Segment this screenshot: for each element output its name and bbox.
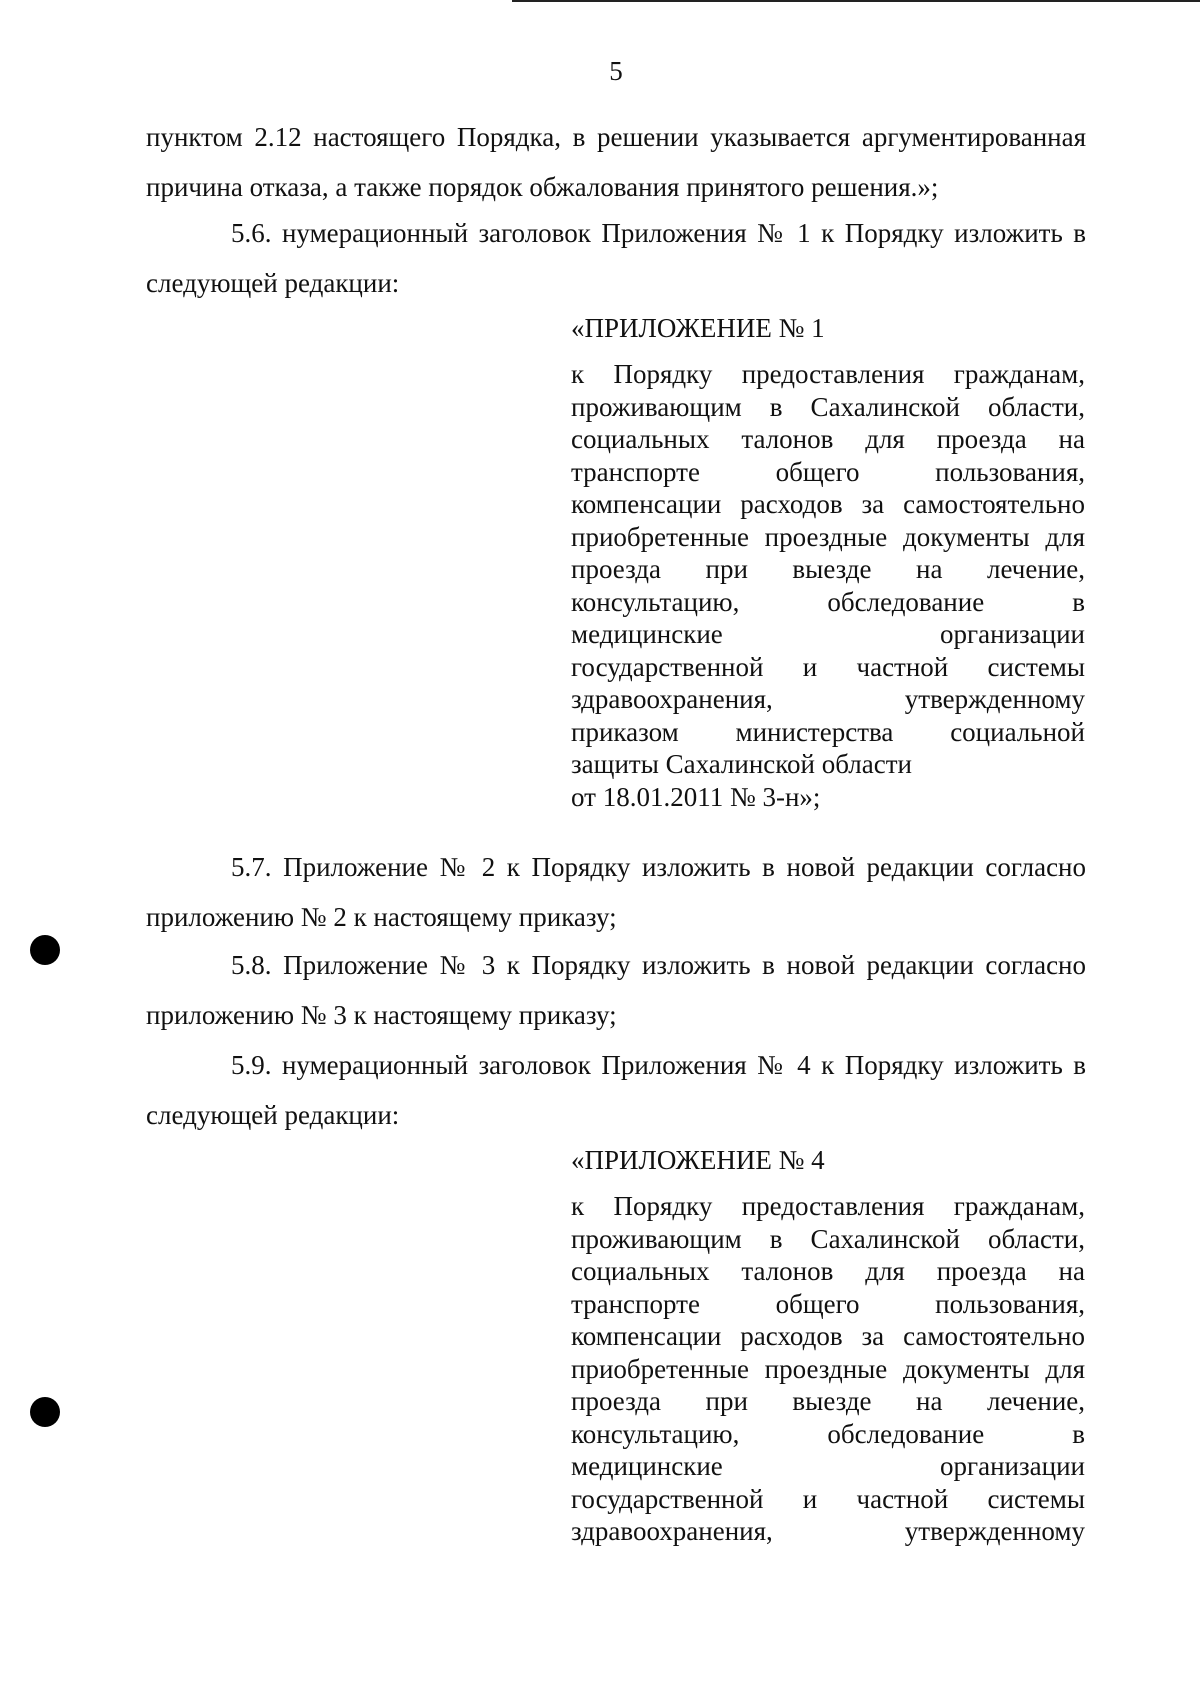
text-line: консультацию, обследование в	[571, 1418, 1085, 1449]
text-line: проезда при выезде на лечение,	[571, 1386, 1085, 1416]
text-line: медицинские организации	[571, 619, 1085, 649]
appendix-4-heading	[571, 1142, 1085, 1548]
text-line: медицинские организации	[571, 1451, 1085, 1481]
paragraph-5-7	[146, 842, 1086, 942]
text-line: приказом министерства социальной	[571, 716, 1085, 747]
paragraph-continuation	[146, 112, 1086, 212]
text-line: проживающим в Сахалинской области,	[571, 391, 1085, 422]
page-number: 5	[609, 56, 623, 86]
paragraph-5-6	[146, 208, 1086, 308]
punch-hole	[30, 935, 60, 965]
text-line: здравоохранения, утвержденному	[571, 1516, 1085, 1546]
text-line: 5.8. Приложение № 3 к Порядку изложить в новой редакции согласно	[231, 950, 1086, 980]
text-line: социальных талонов для проезда на	[571, 1256, 1085, 1286]
text-line: государственной и частной системы	[571, 1483, 1085, 1514]
text-line: государственной и частной системы	[571, 651, 1085, 682]
paragraph-5-8	[146, 940, 1086, 1040]
text-line: здравоохранения, утвержденному	[571, 684, 1085, 714]
appendix-1-heading	[571, 310, 1085, 813]
text-line: приложению № 2 к настоящему приказу;	[146, 902, 617, 932]
text-line: проживающим в Сахалинской области,	[571, 1223, 1085, 1254]
text-line: компенсации расходов за самостоятельно	[571, 1321, 1085, 1351]
text-line: к Порядку предоставления гражданам,	[571, 1191, 1085, 1221]
text-line: пунктом 2.12 настоящего Порядка, в решении указывается аргументированная	[146, 122, 1086, 152]
text-line: приобретенные проездные документы для	[571, 1353, 1085, 1384]
top-border-line	[512, 0, 1200, 2]
appendix-4-title: «ПРИЛОЖЕНИЕ № 4	[571, 1145, 825, 1175]
text-line: 5.9. нумерационный заголовок Приложения № 4 к Порядку изложить в	[231, 1050, 1086, 1080]
punch-hole	[30, 1397, 60, 1427]
text-line: приобретенные проездные документы для	[571, 521, 1085, 552]
text-line: следующей редакции:	[146, 268, 400, 298]
text-line: 5.6. нумерационный заголовок Приложения № 1 к Порядку изложить в	[231, 218, 1086, 248]
paragraph-5-9	[146, 1040, 1086, 1140]
appendix-4-text	[571, 1190, 1085, 1548]
text-line: 5.7. Приложение № 2 к Порядку изложить в новой редакции согласно	[231, 852, 1086, 882]
text-line: социальных талонов для проезда на	[571, 424, 1085, 454]
text-line: от 18.01.2011 № 3-н»;	[571, 781, 821, 812]
text-line: защиты Сахалинской области	[571, 749, 912, 779]
text-line: следующей редакции:	[146, 1100, 400, 1130]
appendix-1-text	[571, 358, 1085, 813]
text-line: транспорте общего пользования,	[571, 1288, 1085, 1319]
text-line: консультацию, обследование в	[571, 586, 1085, 617]
text-line: компенсации расходов за самостоятельно	[571, 489, 1085, 519]
text-line: транспорте общего пользования,	[571, 456, 1085, 487]
text-line: приложению № 3 к настоящему приказу;	[146, 1000, 617, 1030]
text-line: проезда при выезде на лечение,	[571, 554, 1085, 584]
text-line: причина отказа, а также порядок обжалования принятого решения.»;	[146, 172, 939, 202]
text-line: к Порядку предоставления гражданам,	[571, 359, 1085, 389]
appendix-1-title: «ПРИЛОЖЕНИЕ № 1	[571, 313, 825, 343]
